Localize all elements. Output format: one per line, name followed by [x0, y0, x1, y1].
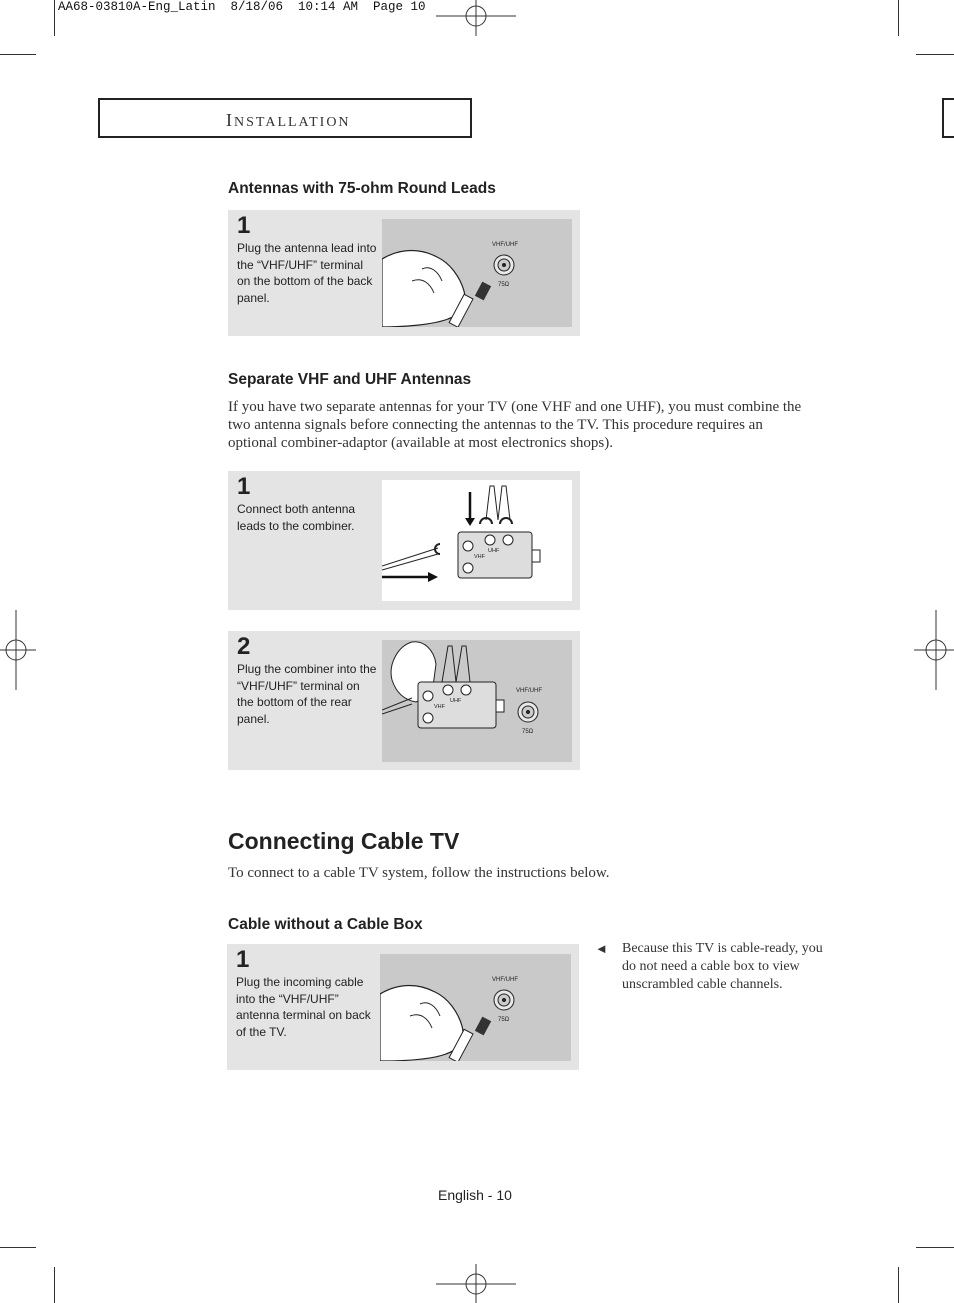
combiner-connect-illustration [382, 480, 572, 601]
antenna-plug-illustration [382, 219, 572, 327]
crop-mark [898, 1267, 899, 1303]
step-text: Plug the combiner into the “VHF/UHF” terminal on the bottom of the rear panel. [237, 662, 377, 726]
section-title-rest: NSTALLATION [234, 115, 351, 130]
heading-separate-antennas: Separate VHF and UHF Antennas [228, 371, 472, 388]
step-text: Connect both antenna leads to the combiner. [237, 502, 356, 533]
vhf-uhf-label: VHF/UHF [492, 977, 518, 983]
registration-mark-icon [0, 610, 36, 690]
registration-mark-icon [436, 1264, 516, 1303]
vhf-label: VHF [434, 704, 445, 710]
crop-mark [898, 0, 899, 36]
vhf-uhf-label: VHF/UHF [492, 242, 518, 248]
crop-mark [916, 1247, 954, 1248]
step-card [228, 631, 580, 770]
cable-intro: To connect to a cable TV system, follow the instructions below. [228, 865, 610, 881]
step-card [227, 944, 579, 1070]
registration-mark-icon [436, 0, 516, 36]
step-text: Plug the incoming cable into the “VHF/UHF” antenna terminal on back of the TV. [236, 975, 371, 1039]
uhf-label: UHF [488, 548, 500, 554]
separate-antennas-body: If you have two separate antennas for your TV (one VHF and one UHF), you must combine the two antenna signals before connecting the antennas to the TV. This procedure requires an optional combiner-adaptor (available at most electronics shops). [228, 399, 802, 451]
print-slug: AA68-03810A-Eng_Latin 8/18/06 10:14 AM Page 10 [58, 0, 426, 14]
heading-connecting-cable-tv: Connecting Cable TV [228, 828, 460, 854]
page-tab [942, 98, 954, 138]
vhf-uhf-label: VHF/UHF [516, 688, 542, 694]
crop-mark [916, 54, 954, 55]
note-text: Because this TV is cable-ready, you do not need a cable box to view unscrambled cable channels. [622, 941, 823, 992]
combiner-plug-illustration [382, 640, 572, 762]
step-card [228, 210, 580, 336]
crop-mark [54, 0, 55, 36]
crop-mark [54, 1267, 55, 1303]
crop-mark [0, 1247, 36, 1248]
cable-plug-illustration [380, 954, 571, 1061]
page-footer: English - 10 [438, 1187, 512, 1203]
step-card [228, 471, 580, 610]
section-title-initial: I [226, 110, 234, 130]
registration-mark-icon [914, 610, 954, 690]
section-header [98, 98, 472, 138]
step-number: 1 [236, 946, 250, 973]
step-number: 1 [237, 473, 251, 500]
ohm-label: 75Ω [498, 1017, 510, 1023]
step-number: 2 [237, 633, 251, 660]
crop-mark [0, 54, 36, 55]
vhf-label: VHF [474, 554, 485, 560]
step-number: 1 [237, 212, 251, 239]
ohm-label: 75Ω [498, 282, 510, 288]
ohm-label: 75Ω [522, 729, 534, 735]
note-arrow-icon: ◄ [595, 941, 608, 956]
section-title [226, 110, 351, 131]
heading-antennas-round: Antennas with 75-ohm Round Leads [228, 180, 496, 197]
uhf-label: UHF [450, 698, 462, 704]
step-text: Plug the antenna lead into the “VHF/UHF” terminal on the bottom of the back panel. [237, 241, 377, 305]
heading-cable-without-box: Cable without a Cable Box [228, 916, 423, 933]
